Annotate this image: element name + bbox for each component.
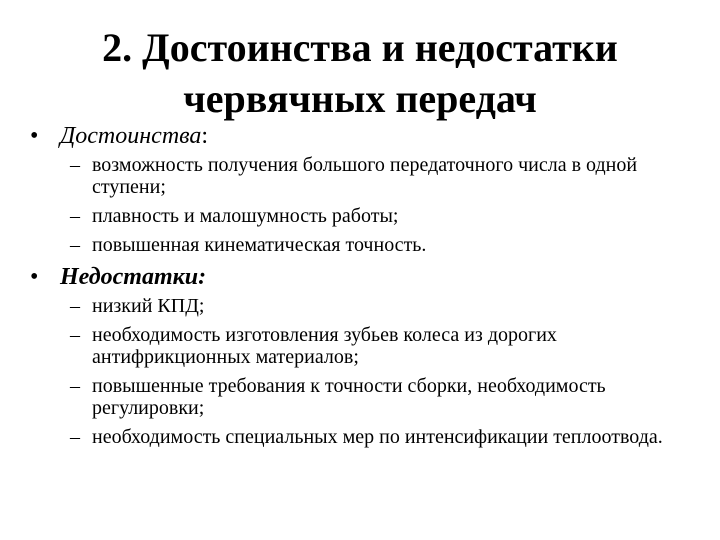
list-item [30, 426, 690, 448]
section-advantages [30, 122, 690, 150]
dash-icon: – [70, 205, 80, 227]
dash-icon: – [70, 234, 80, 256]
list-item [30, 295, 690, 317]
list-item-text: возможность получения большого передаточного числа в одной ступени; [92, 154, 638, 198]
list-item-text: необходимость специальных мер по интенсификации теплоотвода. [92, 426, 663, 448]
list-item [30, 375, 690, 419]
bullet-icon: • [30, 123, 39, 149]
list-item-text: низкий КПД; [92, 295, 205, 317]
slide-title-line-2: червячных передач [183, 76, 537, 121]
list-item-text: плавность и малошумность работы; [92, 205, 399, 227]
list-item-text: повышенная кинематическая точность. [92, 234, 427, 256]
dash-icon: – [70, 154, 80, 176]
dash-icon: – [70, 375, 80, 397]
list-item [30, 234, 690, 256]
dash-icon: – [70, 295, 80, 317]
slide-title [60, 22, 660, 124]
slide-title-line-1: 2. Достоинства и недостатки [102, 25, 618, 70]
slide-body [30, 122, 690, 455]
advantages-list [30, 154, 690, 256]
section-disadvantages [30, 263, 690, 291]
disadvantages-list [30, 295, 690, 448]
bullet-icon: • [30, 264, 39, 290]
list-item [30, 324, 690, 368]
section-heading-advantages: Достоинства [60, 123, 202, 149]
section-heading-disadvantages: Недостатки: [60, 264, 207, 290]
section-heading-suffix: : [201, 123, 209, 149]
dash-icon: – [70, 324, 80, 346]
dash-icon: – [70, 426, 80, 448]
list-item [30, 154, 690, 198]
list-item [30, 205, 690, 227]
list-item-text: необходимость изготовления зубьев колеса из дорогих антифрикционных материалов; [92, 324, 557, 368]
list-item-text: повышенные требования к точности сборки, необходимость регулировки; [92, 375, 606, 419]
